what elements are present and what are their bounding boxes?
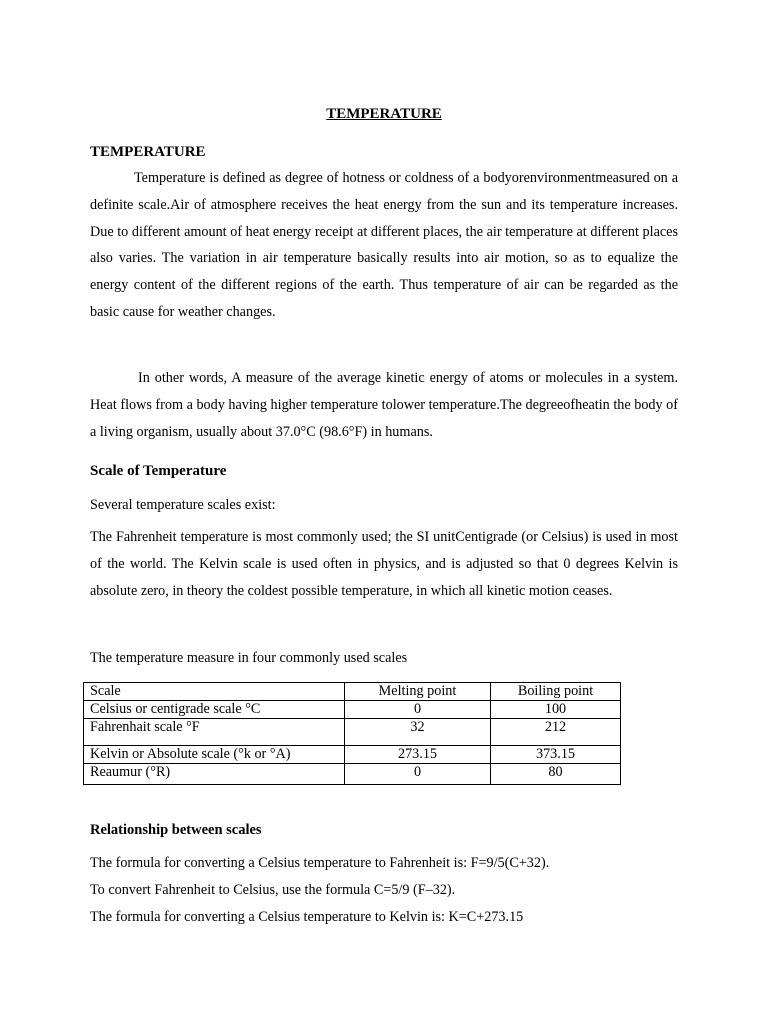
section-heading-scale: Scale of Temperature: [90, 463, 227, 479]
table-cell: Celsius or centigrade scale °C: [84, 701, 345, 719]
table-cell: 212: [491, 719, 621, 746]
table-cell: 0: [345, 764, 491, 785]
table-row: [84, 719, 621, 746]
table-row: [84, 701, 621, 719]
table-cell: 100: [491, 701, 621, 719]
temperature-scales-table: [83, 682, 621, 785]
paragraph-kinetic-energy: [90, 365, 678, 445]
table-cell: Kelvin or Absolute scale (°k or °A): [84, 746, 345, 764]
table-cell: 273.15: [345, 746, 491, 764]
table-row: [84, 746, 621, 764]
scales-intro: Several temperature scales exist:: [90, 497, 276, 513]
section-heading-temperature: TEMPERATURE: [90, 144, 206, 160]
paragraph-text: In other words, A measure of the average kinetic energy of atoms or molecules in a system. Heat flows from a body having higher temperature tolower temperature.The degreeofheatin the body of a living organism, usually about 37.0°C (98.6°F) in humans.: [90, 370, 678, 440]
table-header-cell: Melting point: [345, 683, 491, 701]
page-title: TEMPERATURE: [326, 106, 442, 122]
formula-line: The formula for converting a Celsius temperature to Kelvin is: K=C+273.15: [90, 909, 524, 925]
formula-line: The formula for converting a Celsius temperature to Fahrenheit is: F=9/5(C+32).: [90, 855, 550, 871]
table-header-row: [84, 683, 621, 701]
paragraph-scales: The Fahrenheit temperature is most commonly used; the SI unitCentigrade (or Celsius) is used in most of the world. The Kelvin scale is used often in physics, and is adjusted so that 0 degrees Kelvin is absolute zero, in theory the coldest possible temperature, in which all kinetic motion ceases.: [90, 529, 678, 599]
table-cell: Reaumur (°R): [84, 764, 345, 785]
table-row: [84, 764, 621, 785]
table-cell: Fahrenhait scale °F: [84, 719, 345, 746]
table-cell: 373.15: [491, 746, 621, 764]
table-cell: 32: [345, 719, 491, 746]
formula-line: To convert Fahrenheit to Celsius, use the formula C=5/9 (F–32).: [90, 882, 456, 898]
table-header-cell: Boiling point: [491, 683, 621, 701]
section-heading-relationship: Relationship between scales: [90, 822, 262, 838]
table-cell: 80: [491, 764, 621, 785]
paragraph-temperature-definition: [90, 165, 678, 326]
table-header-cell: Scale: [84, 683, 345, 701]
paragraph-text: Temperature is defined as degree of hotness or coldness of a bodyorenvironmentmeasured on a definite scale.Air of atmosphere receives the heat energy from the sun and its temperature increases. Due to different amount of heat energy receipt at different places, the air temperature at different places also varies. The variation in air temperature basically results into air motion, so as to equalize the energy content of the different regions of the earth. Thus temperature of air can be regarded as the basic cause for weather changes.: [90, 170, 678, 320]
table-caption: The temperature measure in four commonly used scales: [90, 650, 408, 666]
table-cell: 0: [345, 701, 491, 719]
